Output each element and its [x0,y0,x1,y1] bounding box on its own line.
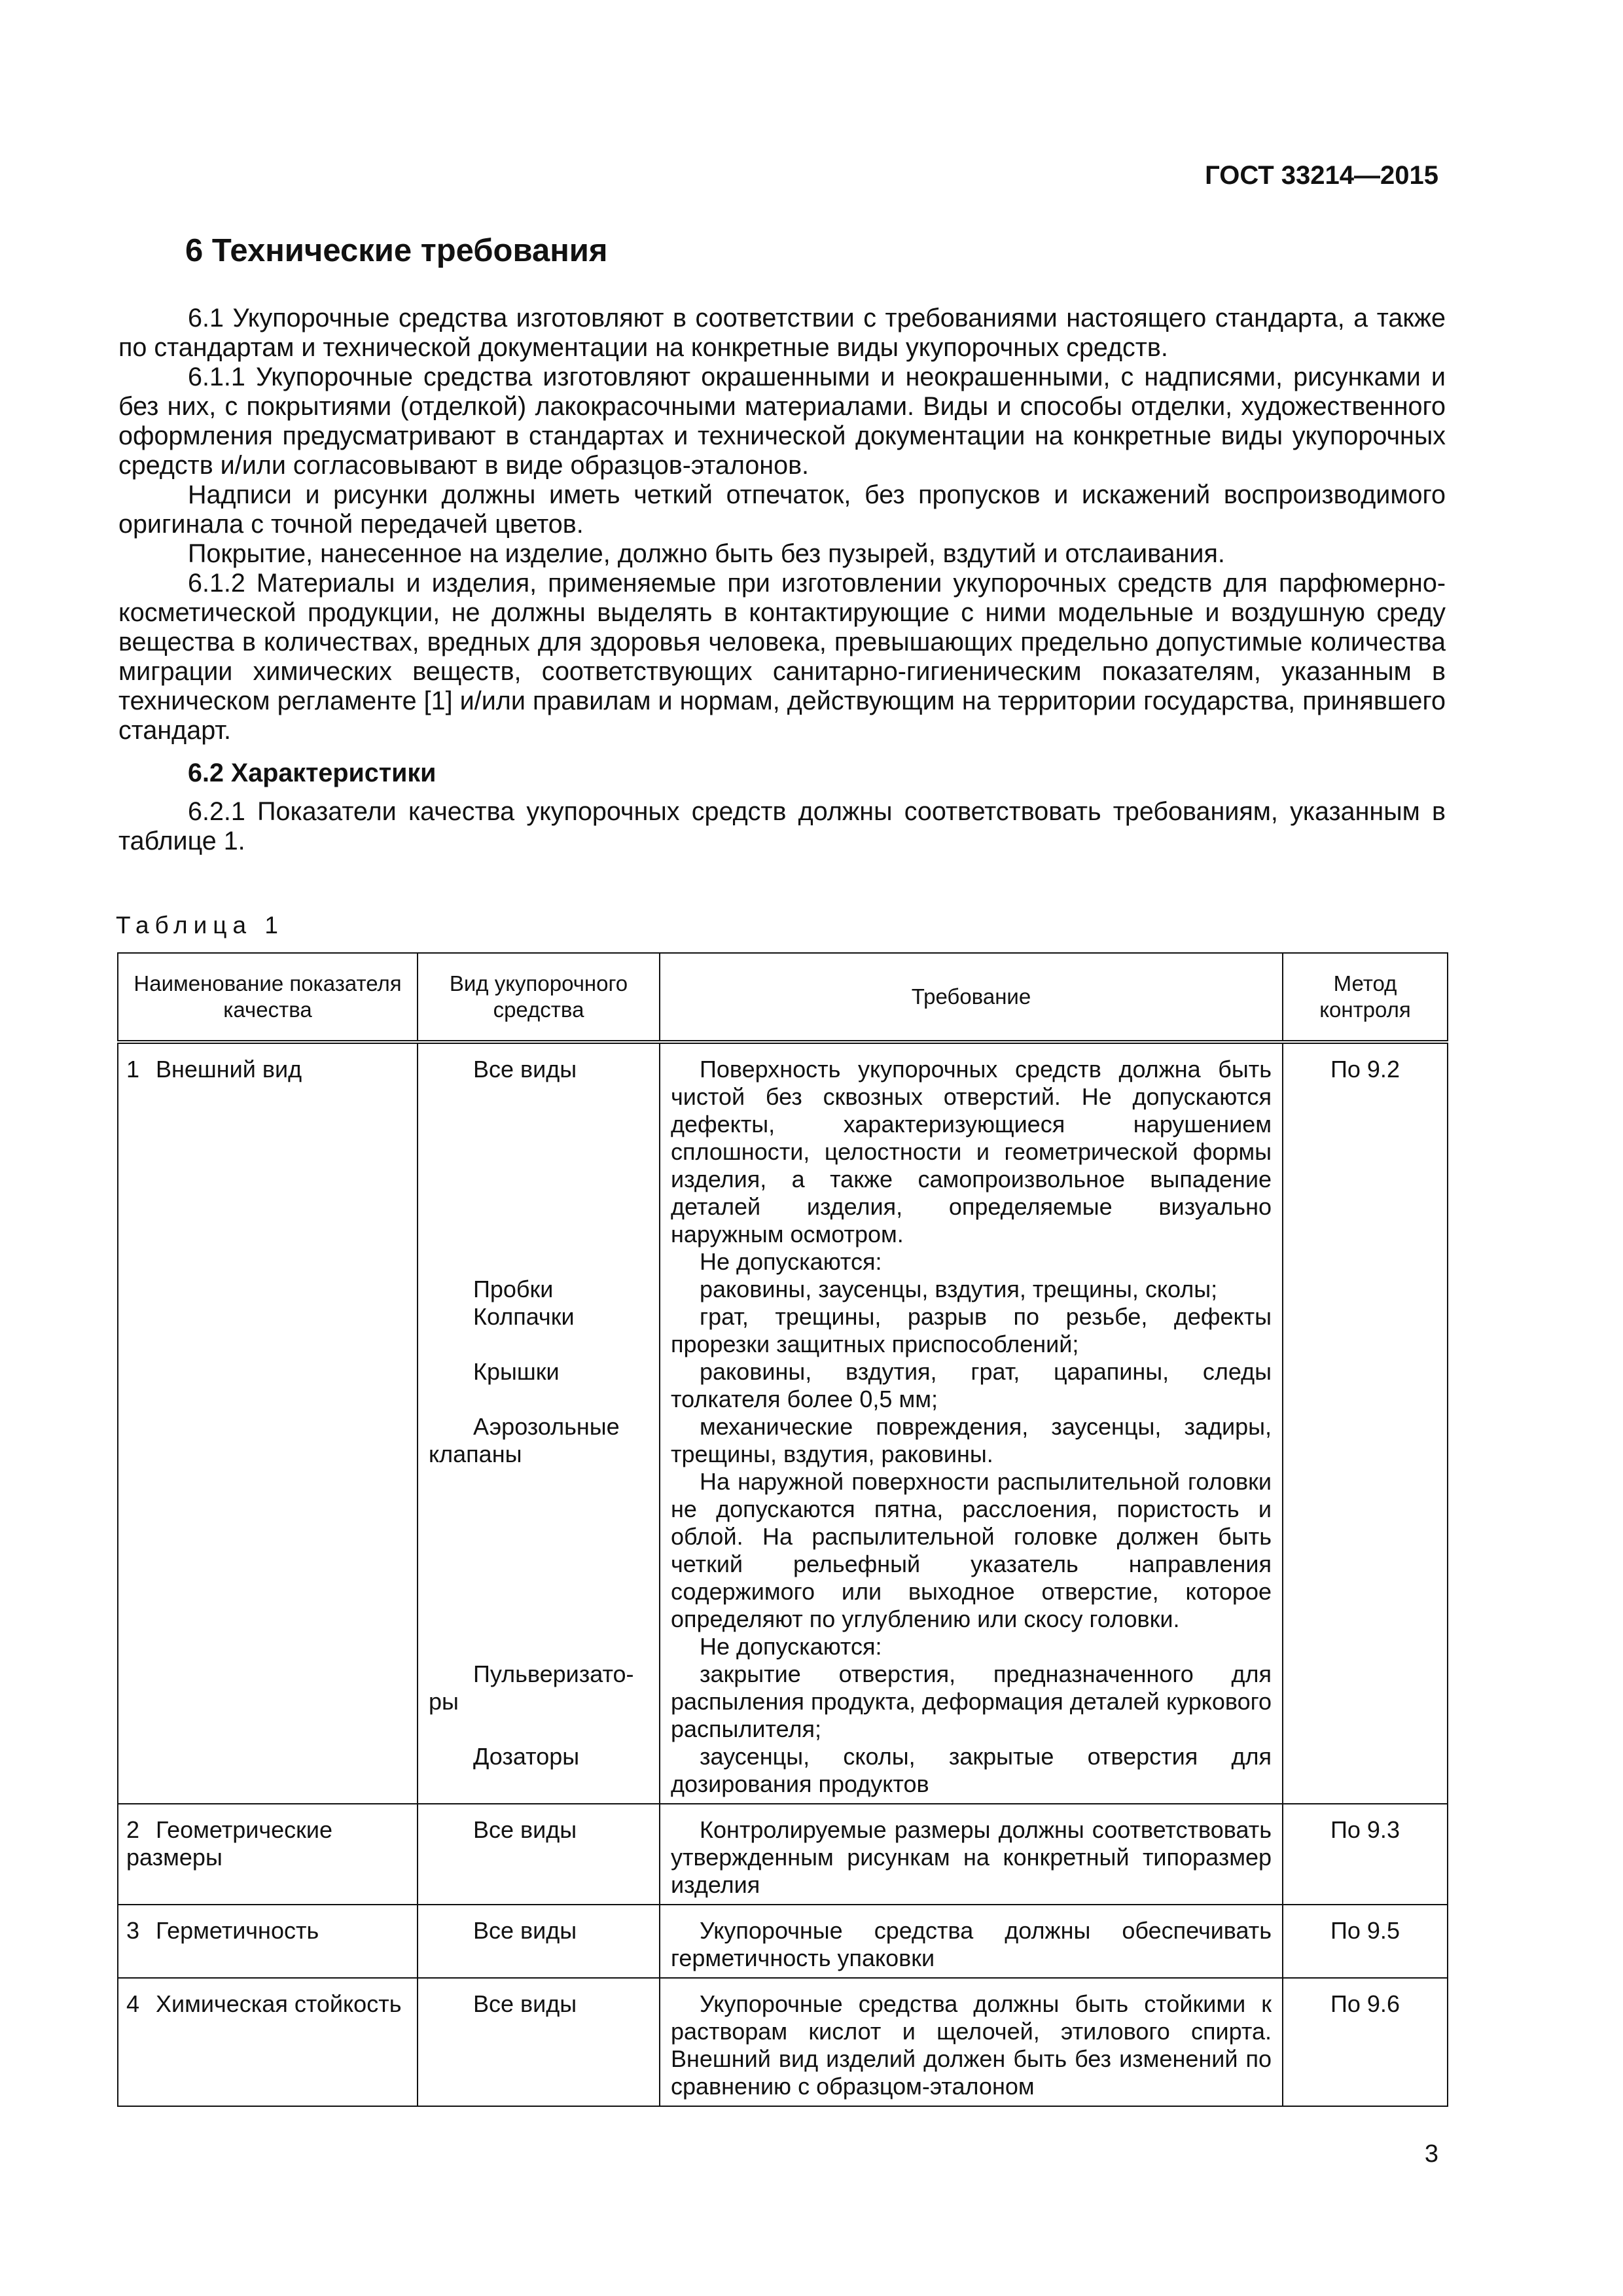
table-header-row [118,953,1448,1042]
column-header: Требование [660,953,1283,1042]
spacer [429,1331,649,1358]
paragraph: Покрытие, нанесенное на изделие, должно быть без пузырей, вздутий и отслаивания. [188,539,1225,568]
page-number: 3 [1424,2140,1438,2168]
spacer [429,1386,649,1413]
closure-type: Крышки [473,1358,560,1385]
requirement-text: механические повреждения, заусенцы, задиры, трещины, вздутия, раковины. [671,1413,1272,1467]
indicator-cell [118,1905,418,1978]
table-row [118,1804,1448,1905]
paragraph: 6.1.1 Укупорочные средства изготовляют окрашенными и неокрашенными, с надписями, рисунками и без них, с покрытиями (отделкой) лакокрасочными материалами. Виды и способы отделки, художественного оформления предусматривают в стандартах и технической документации на конкретные виды укупорочных средств и/или согласовывают в виде образцов-эталонов. [118,363,1446,480]
indicator-cell [118,1978,418,2106]
table-row [118,1978,1448,2106]
column-header: Вид укупорочного средства [418,953,660,1042]
indicator-name: Герметичность [156,1917,319,1944]
closure-type: Пульверизато- [473,1660,634,1687]
table-caption: Таблица 1 [116,912,284,939]
indicator-name: Геометрические размеры [126,1816,332,1871]
table-row [118,1042,1448,1804]
table-row [118,1905,1448,1978]
body-text [118,304,1446,856]
requirement-text: Укупорочные средства должны обеспечивать герметичность упаковки [671,1917,1272,1971]
column-header: Метод контроля [1283,953,1448,1042]
requirement-cell [660,1042,1283,1804]
row-number: 4 [126,1990,140,2017]
closure-type: Колпачки [473,1303,575,1330]
requirements-table [117,952,1448,2107]
subsection-heading: 6.2 Характеристики [188,759,437,787]
indicator-name: Химическая стойкость [156,1990,402,2017]
requirement-text: Укупорочные средства должны быть стойкими к растворам кислот и щелочей, этилового спирта. Внешний вид изделий должен быть без изменений по сравнению с образцом-эталоном [671,1990,1272,2100]
closure-type: Дозаторы [473,1743,580,1770]
requirement-text: На наружной поверхности распылительной головки не допускаются пятна, расслоения, пористость и облой. На распылительной головке должен быть четкий рельефный указатель направления содержимого или выходное отверстие, которое определяют по углублению или скосу головки. [671,1468,1272,1632]
requirement-text: Контролируемые размеры должны соответствовать утвержденным рисункам на конкретный типоразмер изделия [671,1816,1272,1898]
indicator-name: Внешний вид [156,1056,302,1083]
method-cell: По 9.5 [1283,1905,1448,1978]
requirement-text: заусенцы, сколы, закрытые отверстия для дозирования продуктов [671,1743,1272,1797]
section-heading: 6 Технические требования [185,233,608,268]
column-header: Наименование показателя качества [118,953,418,1042]
requirement-cell [660,1905,1283,1978]
method-cell: По 9.3 [1283,1804,1448,1905]
method-cell: По 9.6 [1283,1978,1448,2106]
closure-type-cell [418,1978,660,2106]
requirement-text: закрытие отверстия, предназначенного для распыления продукта, деформация деталей куркового распылителя; [671,1660,1272,1742]
closure-type: клапаны [429,1441,522,1467]
closure-type: Все виды [473,1917,577,1944]
spacer [429,1468,649,1660]
requirement-text: Не допускаются: [700,1633,882,1660]
requirement-cell [660,1978,1283,2106]
indicator-cell [118,1042,418,1804]
paragraph: 6.2.1 Показатели качества укупорочных средств должны соответствовать требованиям, указанным в таблице 1. [118,797,1446,855]
indicator-cell [118,1804,418,1905]
requirement-text: Не допускаются: [700,1248,882,1275]
closure-type: Аэрозольные [473,1413,620,1440]
closure-type: Все виды [473,1990,577,2017]
spacer [429,1715,649,1743]
requirement-cell [660,1804,1283,1905]
paragraph: Надписи и рисунки должны иметь четкий отпечаток, без пропусков и искажений воспроизводимого оригинала с точной передачей цветов. [118,480,1446,539]
closure-type-cell [418,1905,660,1978]
requirement-text: раковины, вздутия, грат, царапины, следы толкателя более 0,5 мм; [671,1358,1272,1412]
closure-type: Пробки [473,1276,554,1302]
paragraph: 6.1.2 Материалы и изделия, применяемые при изготовлении укупорочных средств для парфюмерно-косметической продукции, не должны выделять в контактирующие с ними модельные и воздушную среду вещества в количествах, вредных для здоровья человека, превышающих предельно допустимые количества миграции химических веществ, соответствующих санитарно-гигиеническим показателям, указанным в техническом регламенте [1] и/или правилам и нормам, действующим на территории государства, принявшего стандарт. [118,569,1446,745]
closure-type: Все виды [473,1056,577,1083]
document-code: ГОСТ 33214—2015 [1205,161,1438,190]
spacer [429,1083,649,1276]
requirement-text: Поверхность укупорочных средств должна быть чистой без сквозных отверстий. Не допускаются дефекты, характеризующиеся нарушением сплошности, целостности и геометрической формы изделия, а также самопроизвольное выпадение деталей изделия, определяемые визуально наружным осмотром. [671,1056,1272,1247]
closure-type-cell [418,1804,660,1905]
row-number: 3 [126,1917,140,1944]
paragraph: 6.1 Укупорочные средства изготовляют в соответствии с требованиями настоящего стандарта, а также по стандартам и технической документации на конкретные виды укупорочных средств. [118,304,1446,362]
closure-type: ры [429,1688,459,1715]
requirement-text: раковины, заусенцы, вздутия, трещины, сколы; [700,1276,1218,1302]
closure-type-cell [418,1042,660,1804]
row-number: 2 [126,1816,140,1843]
closure-type: Все виды [473,1816,577,1843]
row-number: 1 [126,1056,140,1083]
requirement-text: грат, трещины, разрыв по резьбе, дефекты прорезки защитных приспособлений; [671,1303,1272,1357]
method-cell: По 9.2 [1283,1042,1448,1804]
